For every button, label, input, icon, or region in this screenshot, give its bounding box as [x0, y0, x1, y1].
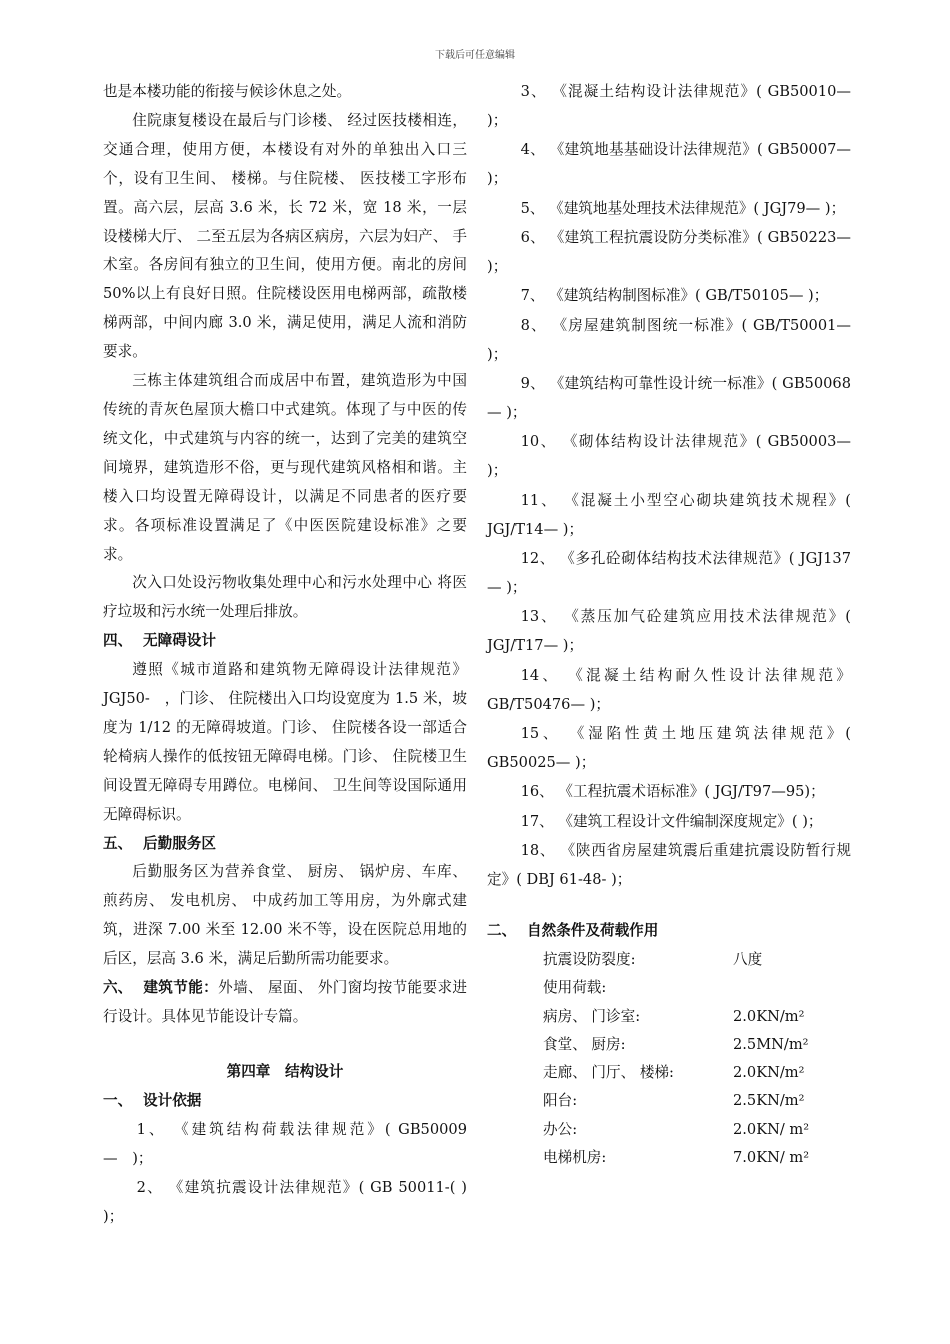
reference-item: 6、 《建筑工程抗震设防分类标准》( GB50223— )； [487, 229, 851, 275]
left-column [103, 78, 467, 1232]
reference-item: 3、 《混凝土结构设计法律规范》( GB50010— )； [487, 83, 851, 129]
load-value: 八度 [733, 950, 763, 968]
load-label: 食堂、 厨房: [543, 1035, 626, 1053]
reference-item: 18、 《陕西省房屋建筑震后重建抗震设防暂行规定》( DBJ 61-48- )； [487, 842, 851, 888]
load-row [487, 975, 851, 1003]
load-label: 办公: [543, 1120, 578, 1138]
right-column [487, 78, 851, 1173]
section-title: 后勤服务区 [143, 834, 216, 852]
reference-item: 4、 《建筑地基基础设计法律规范》( GB50007— )； [487, 141, 851, 188]
reference-item: 8、 《房屋建筑制图统一标准》( GB/T50001— )； [487, 316, 851, 363]
reference-item: 7、 《建筑结构制图标准》( GB/T50105— )； [520, 287, 829, 305]
section-heading [487, 917, 851, 946]
paragraph: 三栋主体建筑组合而成居中布置，建筑造形为中国传统的青灰色屋顶大檐口中式建筑。体现了与中医的传统文化，中式建筑与内容的统一，达到了完美的建筑空间境界，建筑造形不俗，更与现代建筑风格相和谐。主楼入口均设置无障碍设计，以满足不同患者的医疗要求。各项标准设置满足了《中医医院建设标准》之要求。 [103, 372, 467, 563]
load-value: 2.5MN/m² [733, 1035, 809, 1053]
load-table [487, 946, 851, 1172]
reference-item: 1、 《建筑结构荷载法律规范》( GB50009— )； [103, 1120, 467, 1167]
paragraph: 遵照《城市道路和建筑物无障碍设计法律规范》JGJ50- ，门诊、 住院楼出入口均设宽度为 1.5 米，坡度为 1/12 的无障碍坡道。门诊、 住院楼各设一部适合轮椅病人操作的低按钮无障碍电梯。门诊、 住院楼卫生间设置无障碍专用蹲位。电梯间、 卫生间等设国际通用无障碍标识。 [103, 661, 467, 823]
reference-item: 15、 《湿陷性黄土地压建筑法律规范》( GB50025— )； [487, 724, 851, 771]
section-number: 一、 [103, 1091, 133, 1109]
chapter-title: 第四章 结构设计 [226, 1062, 344, 1080]
reference-item: 16、 《工程抗震术语标准》( JGJ/T97—95)； [520, 783, 825, 801]
load-row [487, 1059, 851, 1087]
paragraph: 也是本楼功能的衔接与候诊休息之处。 [103, 83, 352, 100]
section-heading [103, 830, 467, 859]
reference-item: 13、 《蒸压加气砼建筑应用技术法律规范》( JGJ/T17— )； [487, 608, 851, 655]
spacer [487, 895, 851, 917]
load-row [487, 946, 851, 974]
section-number: 四、 [103, 632, 133, 650]
reference-item: 11、 《混凝土小型空心砌块建筑技术规程》( JGJ/T14— )； [487, 491, 851, 538]
section-title: 建筑节能： [143, 979, 219, 997]
section-title: 无障碍设计 [143, 632, 216, 650]
paragraph: 后勤服务区为营养食堂、 厨房、 锅炉房、车库、 煎药房、 发电机房、 中成药加工等用房，为外廓式建筑，进深 7.00 米至 12.00 米不等，设在医院总用地的后区，层高 3.6 米，满足后勤所需功能要求。 [103, 863, 467, 968]
reference-item: 2、 《建筑抗震设计法律规范》( GB 50011-( ) )； [103, 1179, 467, 1225]
load-row [487, 1116, 851, 1144]
load-row [487, 1031, 851, 1059]
load-label: 病房、 门诊室: [543, 1007, 641, 1025]
section-heading [103, 627, 467, 656]
paragraph: 住院康复楼设在最后与门诊楼、 经过医技楼相连，交通合理，使用方便，本楼设有对外的单独出入口三个，设有卫生间、 楼梯。与住院楼、 医技楼工字形布置。高六层，层高 3.6 米，长 72 米，宽 18 米，一层设楼梯大厅、 二至五层为各病区病房，六层为妇产、 手术室。各房间有独立的卫生间，使用方便。南北的房间 50%以上有良好日照。住院楼设医用电梯两部，疏散楼梯两部，中间内廊 3.0 米，满足使用，满足人流和消防要求。 [103, 111, 467, 361]
load-row [487, 1003, 851, 1031]
section-paragraph [103, 974, 467, 1032]
load-value: 2.0KN/ m² [733, 1120, 810, 1138]
load-label: 电梯机房: [543, 1149, 607, 1167]
section-title: 自然条件及荷载作用 [527, 922, 659, 940]
load-label: 抗震设防裂度: [543, 950, 636, 968]
load-label: 使用荷载: [543, 979, 607, 997]
load-value: 2.0KN/m² [733, 1064, 805, 1082]
section-title: 设计依据 [143, 1091, 202, 1109]
load-row [487, 1144, 851, 1172]
section-heading [103, 1087, 467, 1116]
section-number: 二、 [487, 922, 517, 940]
reference-item: 9、 《建筑结构可靠性设计统一标准》( GB50068— )； [487, 375, 851, 421]
section-number: 五、 [103, 834, 133, 852]
reference-item: 14、 《混凝土结构耐久性设计法律规范》GB/T50476— )； [487, 666, 851, 713]
load-row [487, 1088, 851, 1116]
load-value: 7.0KN/ m² [733, 1149, 810, 1167]
reference-item: 10、 《砌体结构设计法律规范》( GB50003— )； [487, 433, 851, 480]
load-value: 2.0KN/m² [733, 1007, 805, 1025]
reference-item: 17、 《建筑工程设计文件编制深度规定》( )； [520, 812, 823, 830]
section-text: 外墙、 屋面、 外门窗均按节能要求进行设计。具体见节能设计专篇。 [103, 979, 467, 1025]
load-label: 走廊、 门厅、 楼梯: [543, 1064, 674, 1082]
load-value: 2.5KN/m² [733, 1092, 805, 1110]
reference-item: 5、 《建筑地基处理技术法律规范》( JGJ79— )； [520, 199, 846, 217]
page-header: 下载后可任意编辑 [435, 50, 515, 61]
load-label: 阳台: [543, 1092, 578, 1110]
reference-item: 12、 《多孔砼砌体结构技术法律规范》( JGJ137— )； [487, 550, 851, 596]
section-number: 六、 [103, 979, 133, 997]
paragraph: 次入口处设污物收集处理中心和污水处理中心 将医疗垃圾和污水统一处理后排放。 [103, 574, 467, 621]
